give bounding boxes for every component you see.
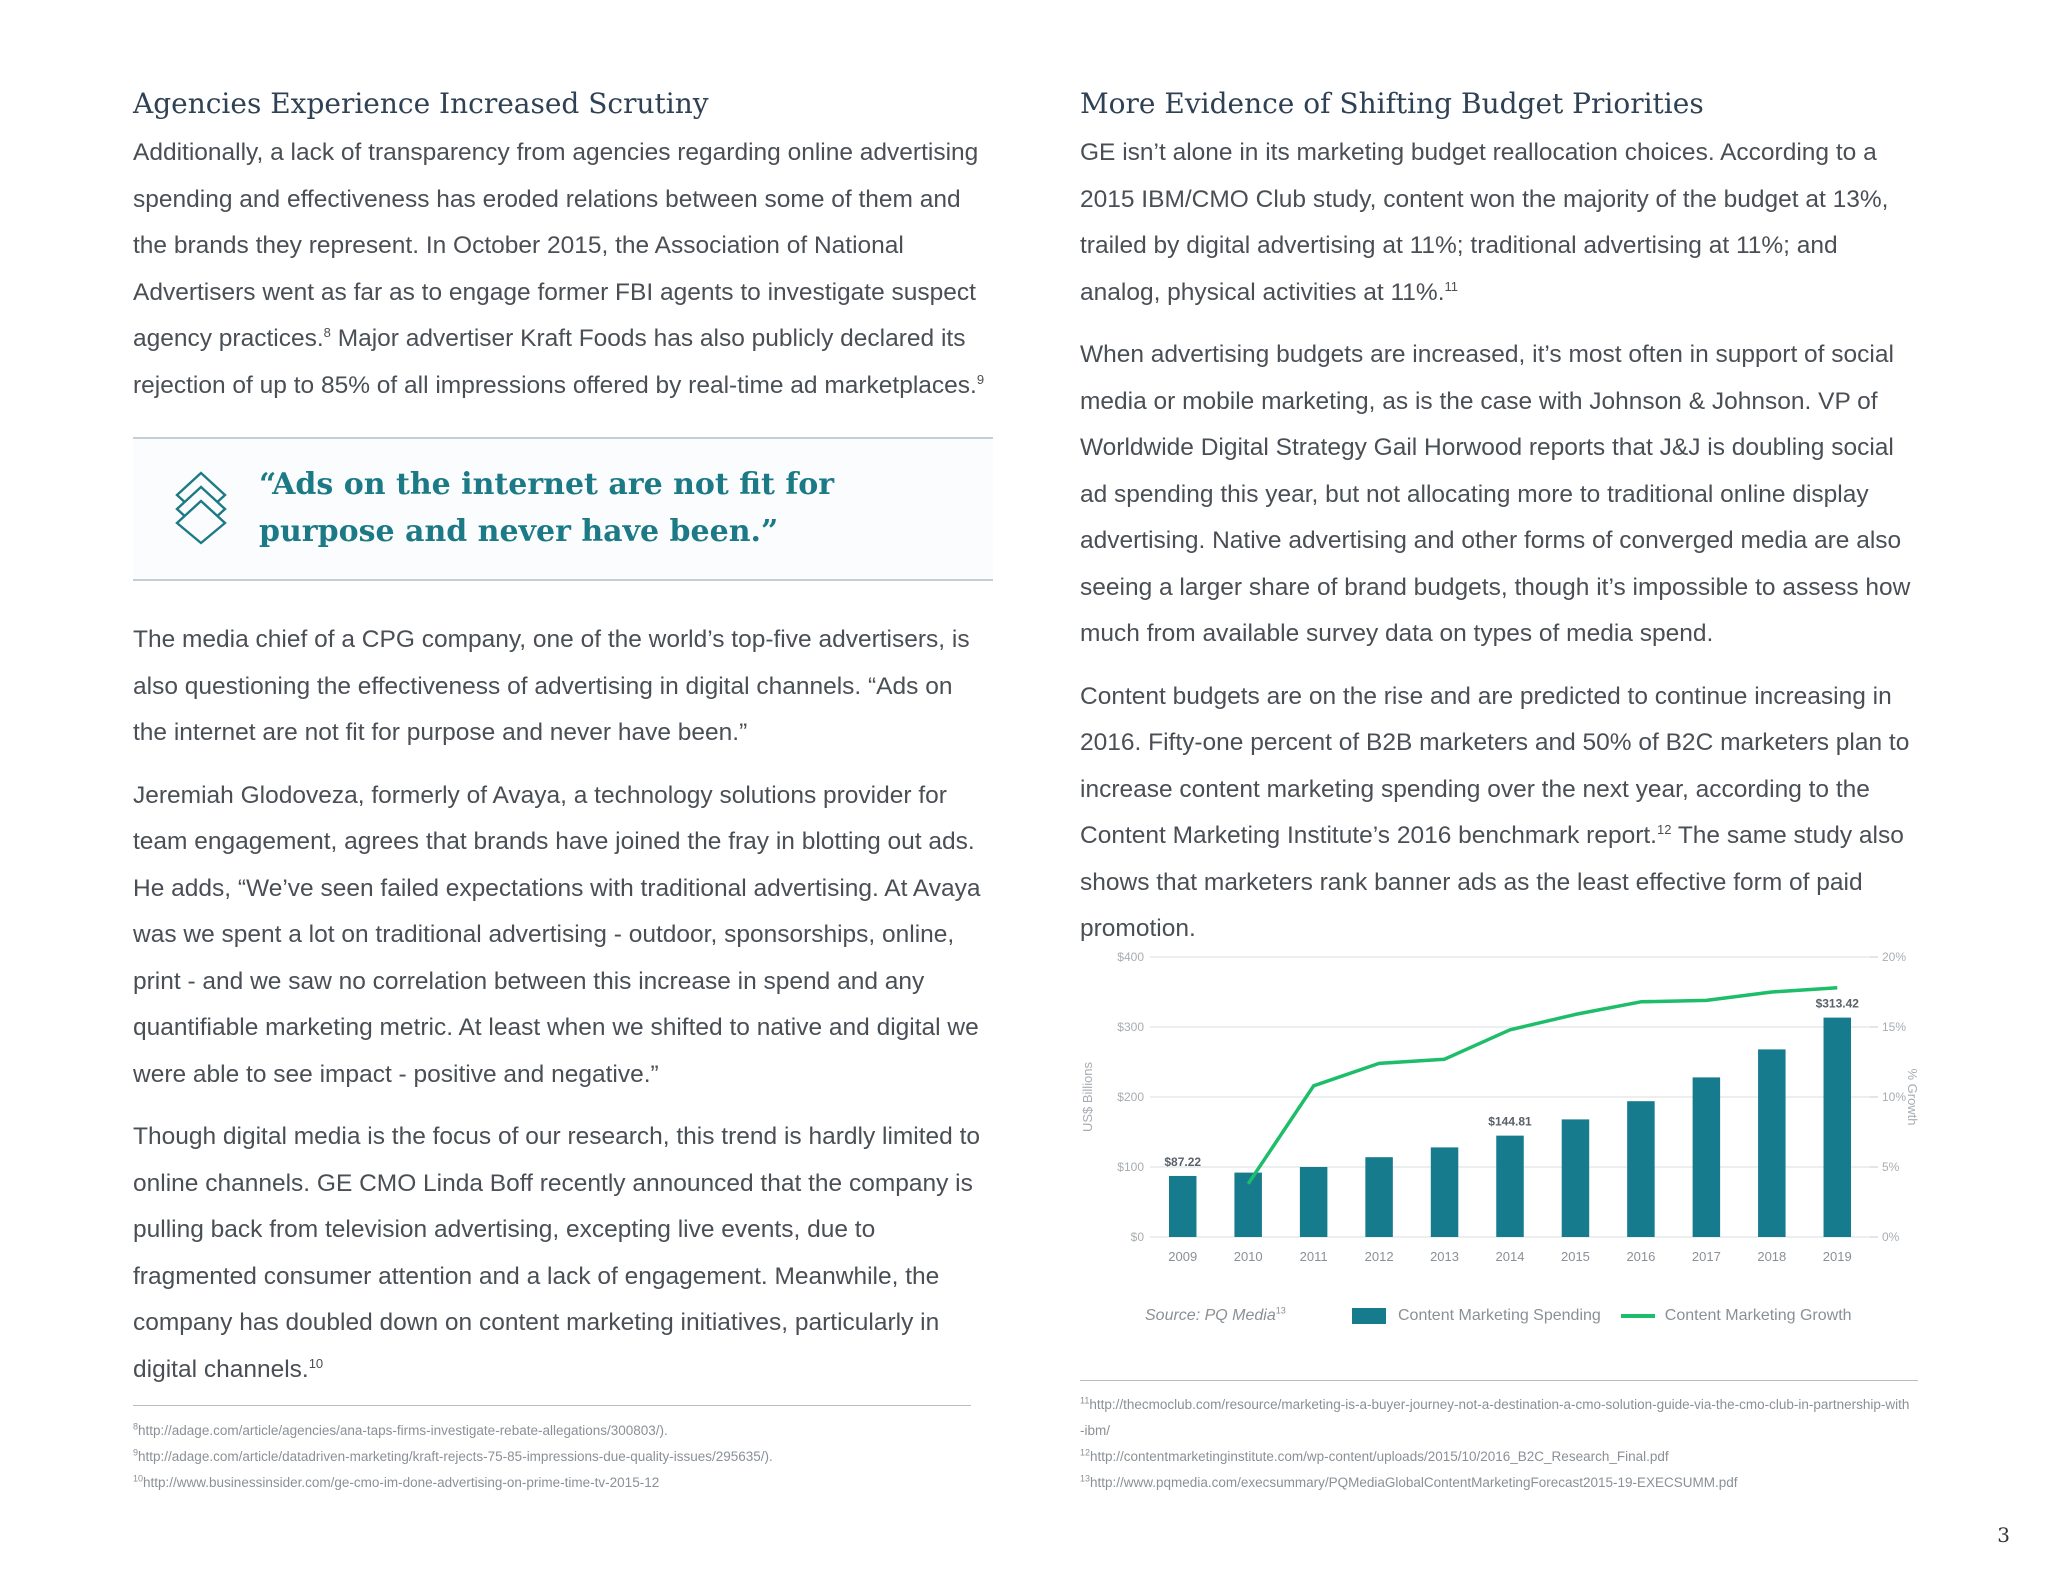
data-label: $144.81 xyxy=(1488,1114,1532,1129)
pull-quote-text: “Ads on the internet are not fit for purpose and never have been.” xyxy=(259,467,835,549)
x-tick-label: 2015 xyxy=(1560,1249,1590,1264)
x-tick-label: 2013 xyxy=(1430,1249,1460,1264)
footnote-link[interactable]: http://contentmarketinginstitute.com/wp-content/uploads/2015/10/2016_B2C_Research_Final.pdf xyxy=(1090,1449,1669,1464)
x-tick-label: 2018 xyxy=(1757,1249,1787,1264)
y2-tick-label: 10% xyxy=(1882,1090,1907,1104)
footnote-13: $^{13}$http://www.pqmedia.com/execsummary/PQMediaGlobalContentMarketingForecast2015-19-EXECSUMM.pdf xyxy=(1080,1473,1738,1490)
left-column xyxy=(133,84,993,1409)
y-tick-label: $200 xyxy=(1117,1090,1144,1104)
y-tick-label: $300 xyxy=(1117,1020,1144,1034)
content-marketing-chart xyxy=(1060,935,1940,1355)
pull-quote-box xyxy=(133,437,993,581)
diamond-icon xyxy=(175,471,227,545)
chart-source: Source: PQ Media$^{13}$ xyxy=(1145,1305,1286,1324)
bar-2017 xyxy=(1693,1077,1720,1237)
x-tick-label: 2011 xyxy=(1299,1249,1328,1264)
footnote-link[interactable]: http://thecmoclub.com/resource/marketing-is-a-buyer-journey-not-a-destination-a-cmo-solution-guide-via-the-cmo-club-in-partnership-with-ibm/ xyxy=(1080,1397,1910,1438)
legend-swatch-spending xyxy=(1352,1308,1386,1324)
right-paragraph-2: When advertising budgets are increased, it’s most often in support of social media or mobile marketing, as is the case with Johnson & Johnson. VP of Worldwide Digital Strategy Gail Horwood reports that J&J is doubling social ad spending this year, but not allocating more to traditional online display advertising. Native advertising and other forms of converged media are also seeing a larger share of brand budgets, though it’s impossible to assess how much from available survey data on types of media spend. xyxy=(1080,341,1911,647)
x-tick-label: 2019 xyxy=(1822,1249,1852,1264)
right-footnotes xyxy=(1080,1392,1910,1496)
footnote-8: $^8$http://adage.com/article/agencies/ana-taps-firms-investigate-rebate-allegations/300803/). xyxy=(133,1421,668,1438)
bar-2011 xyxy=(1300,1167,1327,1237)
footnote-link[interactable]: http://www.businessinsider.com/ge-cmo-im-done-advertising-on-prime-time-tv-2015-12 xyxy=(143,1475,660,1490)
y-tick-label: $100 xyxy=(1117,1160,1144,1174)
chart-legend xyxy=(1352,1307,1852,1325)
y-tick-label: $400 xyxy=(1117,950,1144,964)
footnote-9: $^9$http://adage.com/article/datadriven-marketing/kraft-rejects-75-85-impressions-due-quality-issues/295635/). xyxy=(133,1447,773,1464)
y2-tick-label: 20% xyxy=(1882,950,1907,964)
x-tick-label: 2010 xyxy=(1233,1249,1263,1264)
bar-2015 xyxy=(1562,1119,1589,1237)
bar-2018 xyxy=(1758,1049,1785,1237)
footnote-link[interactable]: http://www.pqmedia.com/execsummary/PQMediaGlobalContentMarketingForecast2015-19-EXECSUMM.pdf xyxy=(1090,1475,1738,1490)
footnote-link[interactable]: http://adage.com/article/agencies/ana-taps-firms-investigate-rebate-allegations/300803/). xyxy=(138,1423,668,1438)
right-heading: More Evidence of Shifting Budget Priorities xyxy=(1080,87,1704,120)
bar-2013 xyxy=(1431,1147,1458,1237)
bar-2016 xyxy=(1627,1101,1654,1237)
right-footnote-rule xyxy=(1080,1380,1918,1381)
y-tick-label: $0 xyxy=(1130,1230,1144,1244)
footnote-link[interactable]: http://adage.com/article/datadriven-marketing/kraft-rejects-75-85-impressions-due-quality-issues/295635/). xyxy=(138,1449,773,1464)
legend-label-spending: Content Marketing Spending xyxy=(1398,1307,1601,1324)
left-paragraph-4: Though digital media is the focus of our research, this trend is hardly limited to online channels. GE CMO Linda Boff recently announced that the company is pulling back from television advertising, excepting live events, due to fragmented consumer attention and a lack of engagement. Meanwhile, the company has doubled down on content marketing initiatives, particularly in digital channels.$^{10}$ xyxy=(133,1123,981,1383)
footnote-11: $^{11}$http://thecmoclub.com/resource/marketing-is-a-buyer-journey-not-a-destination-a-cmo-solution-guide-via-the-cmo-club-in-partnership-with-ibm/ xyxy=(1080,1395,1910,1438)
right-paragraph-1: GE isn’t alone in its marketing budget reallocation choices. According to a 2015 IBM/CMO Club study, content won the majority of the budget at 13%, trailed by digital advertising at 11%; traditional advertising at 11%; and analog, physical activities at 11%.$^{11}$ xyxy=(1080,139,1889,306)
bar-2009 xyxy=(1169,1176,1196,1237)
y2-tick-label: 0% xyxy=(1882,1230,1900,1244)
growth-line xyxy=(1248,988,1837,1184)
bar-2014 xyxy=(1496,1136,1523,1237)
left-paragraph-3: Jeremiah Glodoveza, formerly of Avaya, a technology solutions provider for team engagement, agrees that brands have joined the fray in blotting out ads. He adds, “We’ve seen failed expectations with traditional advertising. At Avaya was we spent a lot on traditional advertising - outdoor, sponsorships, online, print - and we saw no correlation between this increase in spend and any quantifiable marketing metric. At least when we shifted to native and digital we were able to see impact - positive and negative.” xyxy=(133,781,981,1088)
y2-tick-label: 5% xyxy=(1882,1160,1900,1174)
page-number: 3 xyxy=(1997,1523,2010,1547)
bar-2019 xyxy=(1824,1018,1851,1237)
x-tick-label: 2009 xyxy=(1168,1249,1198,1264)
y-axis-title: US$ Billions xyxy=(1080,1061,1095,1133)
left-footnote-rule xyxy=(133,1405,971,1406)
footnote-12: $^{12}$http://contentmarketinginstitute.com/wp-content/uploads/2015/10/2016_B2C_Research_Final.pdf xyxy=(1080,1447,1669,1464)
left-heading: Agencies Experience Increased Scrutiny xyxy=(133,87,709,120)
x-tick-label: 2012 xyxy=(1364,1249,1394,1264)
bar-2012 xyxy=(1365,1157,1392,1237)
data-label: $313.42 xyxy=(1815,996,1859,1011)
x-tick-label: 2016 xyxy=(1626,1249,1656,1264)
legend-label-growth: Content Marketing Growth xyxy=(1664,1307,1852,1324)
left-paragraph-1: Additionally, a lack of transparency from agencies regarding online advertising spending and effectiveness has eroded relations between some of them and the brands they represent. In October 2015, the Association of National Advertisers went as far as to engage former FBI agents to investigate suspect agency practices.$^8$ Major advertiser Kraft Foods has also publicly declared its rejection of up to 85% of all impressions offered by real-time ad marketplaces.$^9$ xyxy=(133,139,985,399)
x-tick-label: 2014 xyxy=(1495,1249,1525,1264)
legend-swatch-growth xyxy=(1621,1314,1655,1318)
y2-tick-label: 15% xyxy=(1882,1020,1907,1034)
right-paragraph-3: Content budgets are on the rise and are predicted to continue increasing in 2016. Fifty-one percent of B2B marketers and 50% of B2C marketers plan to increase content marketing spending over the next year, according to the Content Marketing Institute’s 2016 benchmark report.$^{12}$ The same study also shows that marketers rank banner ads as the least effective form of paid promotion. xyxy=(1080,682,1910,942)
right-column xyxy=(1080,84,1920,969)
footnote-10: $^{10}$http://www.businessinsider.com/ge-cmo-im-done-advertising-on-prime-time-tv-2015-12 xyxy=(133,1473,660,1490)
left-footnotes xyxy=(133,1418,993,1496)
data-label: $87.22 xyxy=(1164,1154,1202,1169)
x-tick-label: 2017 xyxy=(1691,1249,1721,1264)
y2-axis-title: % Growth xyxy=(1905,1068,1920,1126)
left-paragraph-2: The media chief of a CPG company, one of the world’s top-five advertisers, is also questioning the effectiveness of advertising in digital channels. “Ads on the internet are not fit for purpose and never have been.” xyxy=(133,626,970,746)
